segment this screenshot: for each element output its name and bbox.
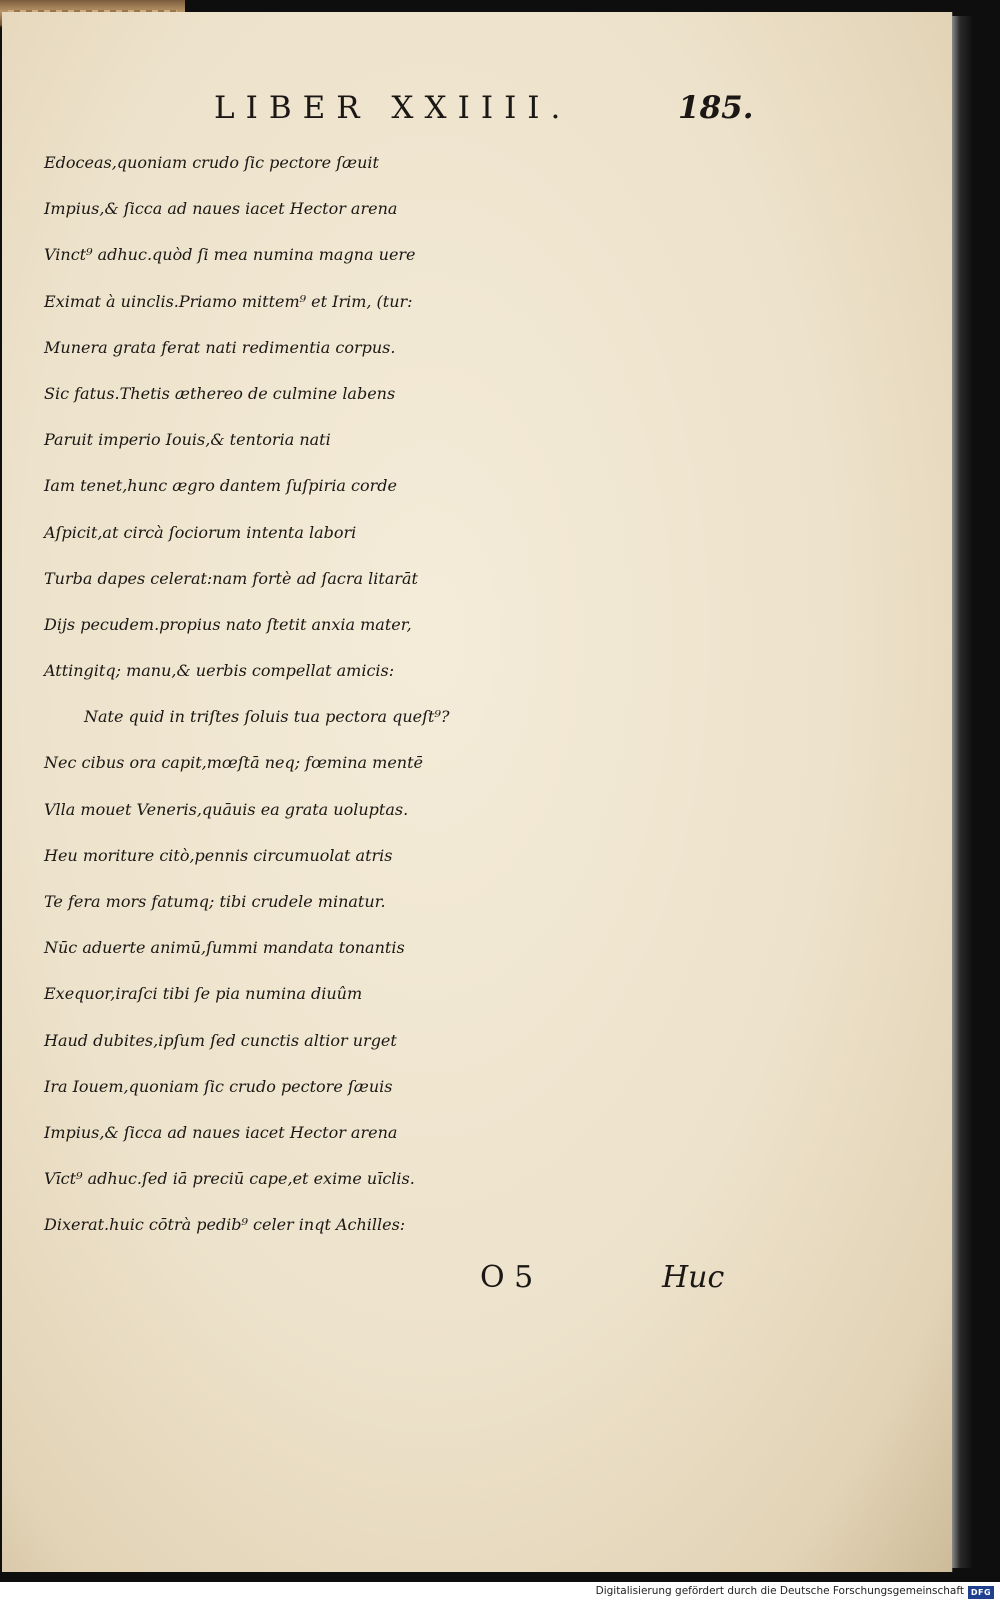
verse-line: Munera grata ferat nati redimentia corpus. xyxy=(44,337,396,357)
verse-line: Edoceas,quoniam crudo ſic pectore ſæuit xyxy=(44,153,379,172)
verse-line: Aſpicit,at circà ſociorum intenta labori xyxy=(44,522,357,542)
verse-line: Eximat à uinclis.Priamo mittem⁹ et Irim, (tur: xyxy=(44,291,413,311)
verse-line: Iam tenet,hunc ægro dantem ſuſpiria corde xyxy=(44,476,398,496)
page-foot xyxy=(2,1260,952,1304)
catchword: Huc xyxy=(662,1260,725,1295)
verse-line: Te fera mors fatumq; tibi crudele minatur. xyxy=(44,892,386,911)
verse-line: Impius,& ſicca ad naues iacet Hector arena xyxy=(44,1122,398,1142)
digitization-footer xyxy=(0,1582,1000,1603)
verse-line: Vinct⁹ adhuc.quòd ſi mea numina magna uere xyxy=(44,245,416,265)
verse-line: Attingitq; manu,& uerbis compellat amicis: xyxy=(44,661,395,681)
verse-line: Nate quid in triſtes ſoluis tua pectora queſt⁹? xyxy=(84,707,450,727)
verse-line: Vlla mouet Veneris,quāuis ea grata uoluptas. xyxy=(44,799,409,819)
verse-line: Heu moriture citò,pennis circumuolat atris xyxy=(44,845,393,865)
verse-text-block xyxy=(44,140,744,1249)
running-head: LIBER XXIIII. xyxy=(214,90,572,126)
verse-line: Nec cibus ora capit,mœſtā neq; fœmina mentē xyxy=(44,753,423,773)
verse-line: Paruit imperio Iouis,& tentoria nati xyxy=(44,430,331,450)
dfg-logo: DFG xyxy=(968,1586,994,1599)
page-number: 185. xyxy=(678,90,754,126)
verse-line: Nūc aduerte animū,ſummi mandata tonantis xyxy=(44,938,405,958)
verse-line: Exequor,iraſci tibi ſe pia numina diuûm xyxy=(44,984,363,1004)
verse-line: Haud dubites,ipſum ſed cunctis altior urget xyxy=(44,1030,397,1050)
verse-line: Dijs pecudem.propius nato ſtetit anxia mater, xyxy=(44,614,412,634)
signature-mark: O 5 xyxy=(480,1260,534,1295)
verse-line: Sic fatus.Thetis æthereo de culmine labens xyxy=(44,383,396,403)
page-fore-edge xyxy=(952,16,972,1568)
verse-line: Ira Iouem,quoniam ſic crudo pectore ſæuis xyxy=(44,1076,393,1096)
book-page xyxy=(2,12,953,1572)
verse-line: Impius,& ſicca ad naues iacet Hector arena xyxy=(44,199,398,219)
verse-line: Turba dapes celerat:nam fortè ad ſacra litarāt xyxy=(44,568,418,588)
funding-credit: Digitalisierung gefördert durch die Deutsche Forschungsgemeinschaft xyxy=(595,1585,964,1597)
verse-line: Dixerat.huic cōtrà pedib⁹ celer inqt Achilles: xyxy=(44,1215,406,1235)
page-header xyxy=(2,90,952,130)
verse-line: Vīct⁹ adhuc.ſed iā preciū cape,et exime uīclis. xyxy=(44,1169,415,1189)
